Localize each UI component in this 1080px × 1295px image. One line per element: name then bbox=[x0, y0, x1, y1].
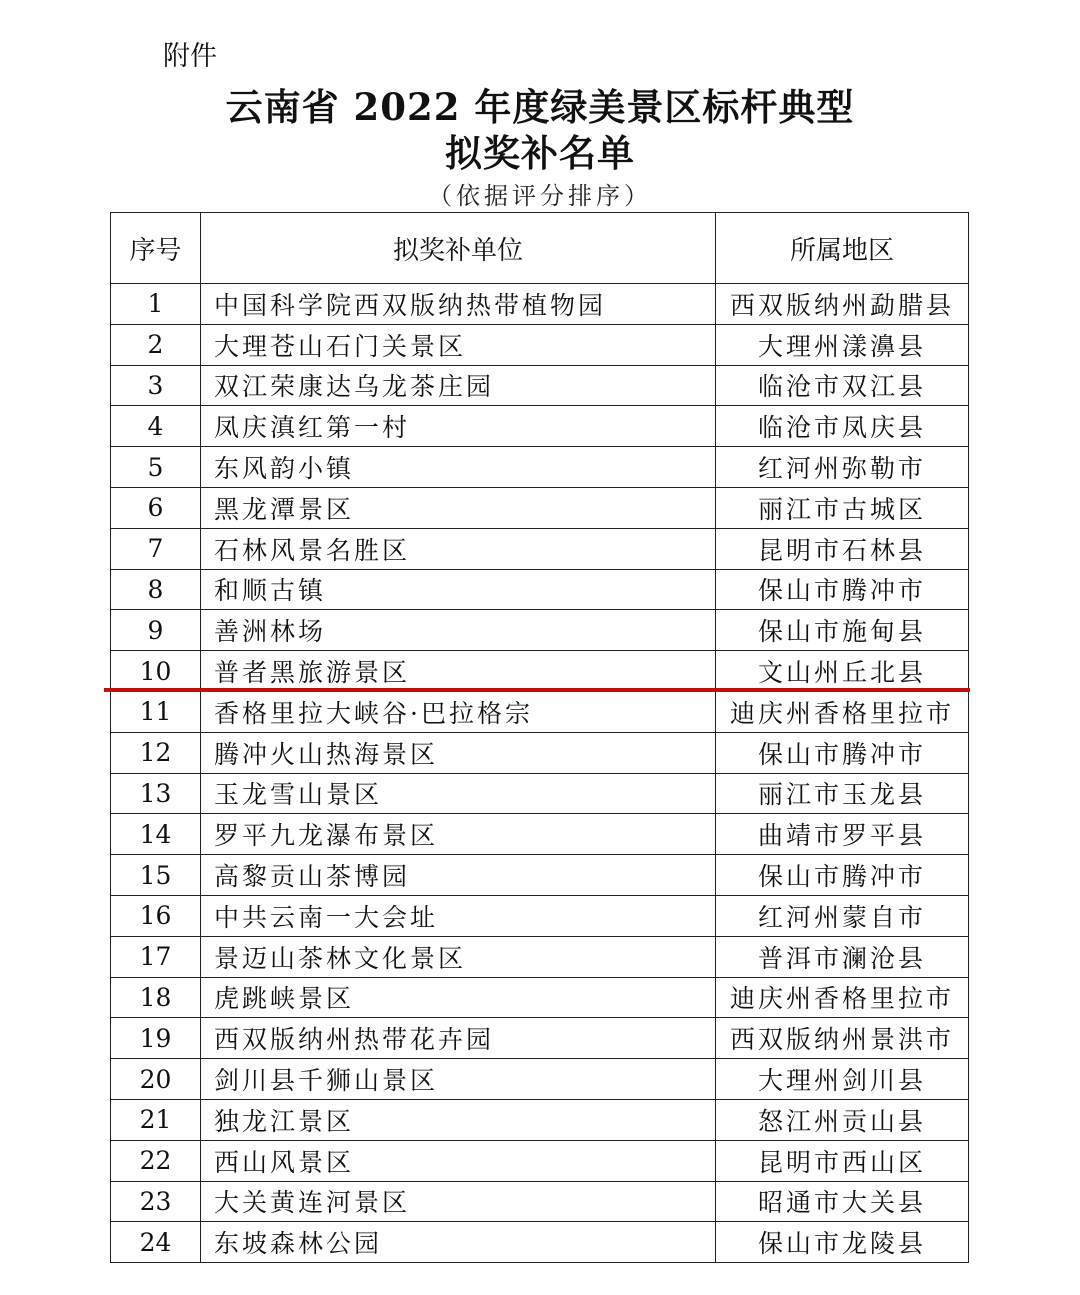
table-row bbox=[111, 732, 969, 773]
table-row bbox=[111, 691, 969, 732]
row-region: 文山州丘北县 bbox=[716, 651, 969, 692]
table-body bbox=[111, 284, 969, 1263]
row-region: 保山市龙陵县 bbox=[716, 1222, 969, 1263]
row-seq: 22 bbox=[111, 1140, 201, 1181]
row-region: 红河州弥勒市 bbox=[716, 447, 969, 488]
row-unit: 景迈山茶林文化景区 bbox=[201, 936, 716, 977]
table-row bbox=[111, 569, 969, 610]
table-row bbox=[111, 1059, 969, 1100]
row-unit: 中国科学院西双版纳热带植物园 bbox=[201, 284, 716, 325]
table-row bbox=[111, 528, 969, 569]
attachment-label: 附件 bbox=[163, 41, 217, 72]
row-seq: 11 bbox=[111, 691, 201, 732]
row-region: 丽江市古城区 bbox=[716, 487, 969, 528]
row-seq: 15 bbox=[111, 855, 201, 896]
row-unit: 虎跳峡景区 bbox=[201, 977, 716, 1018]
row-region: 保山市腾冲市 bbox=[716, 732, 969, 773]
row-unit: 独龙江景区 bbox=[201, 1099, 716, 1140]
row-unit: 剑川县千狮山景区 bbox=[201, 1059, 716, 1100]
table-row bbox=[111, 1181, 969, 1222]
document-title: 云南省 2022 年度绿美景区标杆典型 bbox=[225, 85, 855, 129]
table-row bbox=[111, 895, 969, 936]
table-row bbox=[111, 1018, 969, 1059]
table-row bbox=[111, 365, 969, 406]
row-seq: 21 bbox=[111, 1099, 201, 1140]
row-region: 大理州剑川县 bbox=[716, 1059, 969, 1100]
row-region: 西双版纳州景洪市 bbox=[716, 1018, 969, 1059]
row-seq: 7 bbox=[111, 528, 201, 569]
row-unit: 西山风景区 bbox=[201, 1140, 716, 1181]
table-row bbox=[111, 936, 969, 977]
table-header-row bbox=[111, 213, 969, 284]
table-row bbox=[111, 855, 969, 896]
document-title-line2: 拟奖补名单 bbox=[445, 131, 635, 175]
row-seq: 23 bbox=[111, 1181, 201, 1222]
row-seq: 4 bbox=[111, 406, 201, 447]
row-seq: 16 bbox=[111, 895, 201, 936]
row-region: 临沧市双江县 bbox=[716, 365, 969, 406]
row-seq: 1 bbox=[111, 284, 201, 325]
row-region: 丽江市玉龙县 bbox=[716, 773, 969, 814]
document-subtitle: （依据评分排序） bbox=[428, 182, 652, 210]
row-unit: 玉龙雪山景区 bbox=[201, 773, 716, 814]
row-region: 昆明市石林县 bbox=[716, 528, 969, 569]
table-row bbox=[111, 977, 969, 1018]
row-seq: 14 bbox=[111, 814, 201, 855]
header-unit: 拟奖补单位 bbox=[201, 213, 716, 284]
row-unit: 善洲林场 bbox=[201, 610, 716, 651]
row-unit: 黑龙潭景区 bbox=[201, 487, 716, 528]
row-region: 昭通市大关县 bbox=[716, 1181, 969, 1222]
row-unit: 中共云南一大会址 bbox=[201, 895, 716, 936]
row-unit: 东风韵小镇 bbox=[201, 447, 716, 488]
row-region: 怒江州贡山县 bbox=[716, 1099, 969, 1140]
row-unit: 双江荣康达乌龙茶庄园 bbox=[201, 365, 716, 406]
red-divider-line bbox=[104, 688, 970, 692]
table-row bbox=[111, 773, 969, 814]
row-unit: 腾冲火山热海景区 bbox=[201, 732, 716, 773]
row-unit: 大理苍山石门关景区 bbox=[201, 324, 716, 365]
row-unit: 东坡森林公园 bbox=[201, 1222, 716, 1263]
row-region: 保山市腾冲市 bbox=[716, 569, 969, 610]
row-region: 大理州漾濞县 bbox=[716, 324, 969, 365]
table-row bbox=[111, 487, 969, 528]
row-seq: 5 bbox=[111, 447, 201, 488]
row-unit: 高黎贡山茶博园 bbox=[201, 855, 716, 896]
row-unit: 凤庆滇红第一村 bbox=[201, 406, 716, 447]
row-seq: 17 bbox=[111, 936, 201, 977]
header-region: 所属地区 bbox=[716, 213, 969, 284]
row-unit: 香格里拉大峡谷·巴拉格宗 bbox=[201, 691, 716, 732]
row-seq: 3 bbox=[111, 365, 201, 406]
row-region: 迪庆州香格里拉市 bbox=[716, 691, 969, 732]
row-unit: 罗平九龙瀑布景区 bbox=[201, 814, 716, 855]
table-row bbox=[111, 284, 969, 325]
row-seq: 19 bbox=[111, 1018, 201, 1059]
row-seq: 18 bbox=[111, 977, 201, 1018]
row-region: 红河州蒙自市 bbox=[716, 895, 969, 936]
header-seq: 序号 bbox=[111, 213, 201, 284]
row-unit: 大关黄连河景区 bbox=[201, 1181, 716, 1222]
row-seq: 20 bbox=[111, 1059, 201, 1100]
row-seq: 10 bbox=[111, 651, 201, 692]
row-unit: 石林风景名胜区 bbox=[201, 528, 716, 569]
table-row bbox=[111, 814, 969, 855]
row-seq: 24 bbox=[111, 1222, 201, 1263]
row-seq: 8 bbox=[111, 569, 201, 610]
table-row bbox=[111, 1140, 969, 1181]
row-region: 昆明市西山区 bbox=[716, 1140, 969, 1181]
table-row bbox=[111, 610, 969, 651]
row-region: 西双版纳州勐腊县 bbox=[716, 284, 969, 325]
table-row bbox=[111, 447, 969, 488]
row-unit: 西双版纳州热带花卉园 bbox=[201, 1018, 716, 1059]
row-region: 临沧市凤庆县 bbox=[716, 406, 969, 447]
row-region: 保山市腾冲市 bbox=[716, 855, 969, 896]
row-region: 迪庆州香格里拉市 bbox=[716, 977, 969, 1018]
row-seq: 13 bbox=[111, 773, 201, 814]
table-row bbox=[111, 324, 969, 365]
row-seq: 2 bbox=[111, 324, 201, 365]
table-row bbox=[111, 1099, 969, 1140]
row-seq: 9 bbox=[111, 610, 201, 651]
row-region: 保山市施甸县 bbox=[716, 610, 969, 651]
row-seq: 6 bbox=[111, 487, 201, 528]
table-row bbox=[111, 1222, 969, 1263]
award-list-table bbox=[110, 212, 969, 1263]
row-seq: 12 bbox=[111, 732, 201, 773]
row-unit: 普者黑旅游景区 bbox=[201, 651, 716, 692]
row-region: 普洱市澜沧县 bbox=[716, 936, 969, 977]
table-row bbox=[111, 406, 969, 447]
row-region: 曲靖市罗平县 bbox=[716, 814, 969, 855]
row-unit: 和顺古镇 bbox=[201, 569, 716, 610]
table-row bbox=[111, 651, 969, 692]
